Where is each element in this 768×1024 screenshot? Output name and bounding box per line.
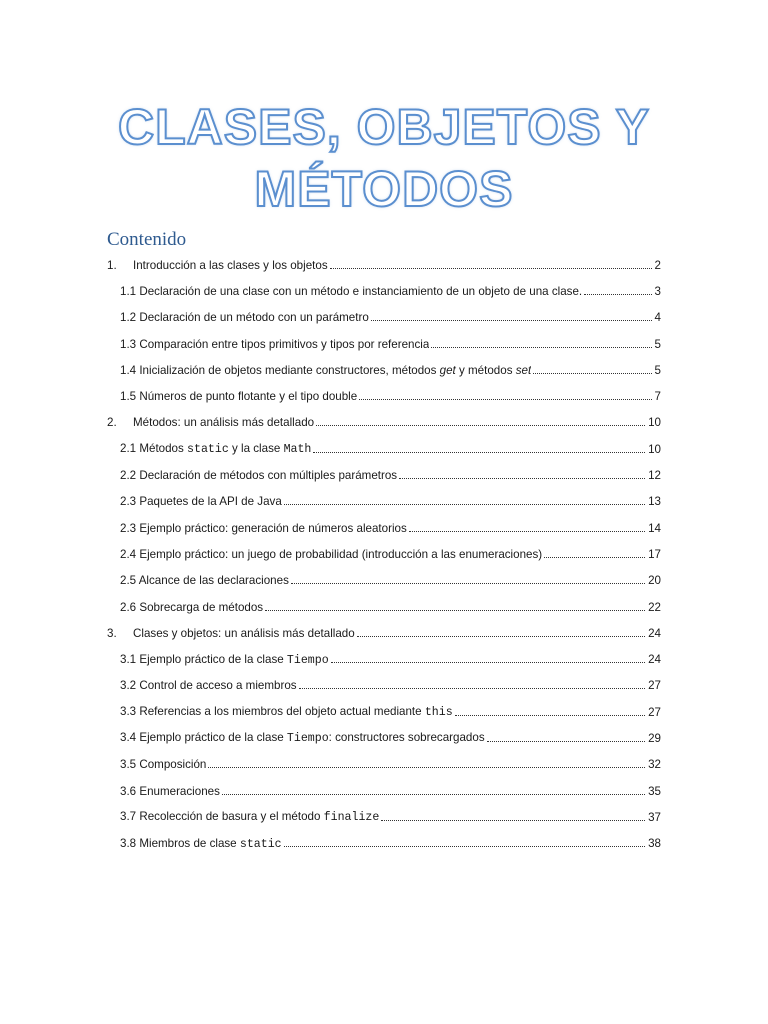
toc-dot-leader	[331, 662, 645, 663]
toc-entry-title-part: 3.7 Recolección de basura y el método	[120, 810, 324, 824]
toc-entry-number: 2.	[107, 416, 117, 430]
toc-entry[interactable]	[107, 568, 661, 594]
toc-entry-page-number: 22	[648, 600, 661, 614]
toc-entry[interactable]	[107, 436, 661, 462]
toc-entry[interactable]	[107, 410, 661, 436]
toc-dot-leader	[284, 504, 645, 505]
toc-dot-leader	[431, 347, 651, 348]
toc-entry-title-part: 2.5 Alcance de las declaraciones	[120, 574, 289, 588]
toc-entry-title	[120, 285, 582, 298]
toc-entry-title	[120, 705, 453, 719]
toc-entry-title	[120, 338, 429, 351]
toc-entry-title-part: 3.3 Referencias a los miembros del objeto actual mediante	[120, 705, 425, 719]
toc-entry[interactable]	[107, 515, 661, 541]
toc-entry[interactable]	[107, 646, 661, 672]
toc-entry-number: 1.	[107, 258, 117, 272]
toc-dot-leader	[265, 610, 645, 611]
toc-dot-leader	[371, 320, 652, 321]
toc-entry-title	[120, 390, 357, 403]
toc-entry-page-number: 27	[648, 705, 661, 719]
toc-entry[interactable]	[107, 357, 661, 383]
toc-entry-title-part: 2.6 Sobrecarga de métodos	[120, 600, 264, 614]
toc-entry[interactable]	[107, 278, 661, 304]
toc-entry-title-part: 1.1 Declaración de una clase con un método e instanciamiento de un objeto de una clase.	[120, 284, 583, 298]
toc-entry[interactable]	[107, 383, 661, 409]
toc-entry-page-number: 5	[654, 337, 661, 351]
toc-entry[interactable]	[107, 725, 661, 751]
toc-entry-title-part: static	[187, 443, 229, 457]
toc-entry-page-number: 13	[648, 495, 661, 509]
toc-entry-title-part: this	[424, 706, 453, 720]
toc-entry-page-number: 17	[648, 547, 661, 561]
toc-entry[interactable]	[107, 489, 661, 515]
toc-dot-leader	[313, 452, 645, 453]
toc-entry-title-part: 1.3 Comparación entre tipos primitivos y tipos por referencia	[120, 337, 430, 351]
toc-entry-page-number: 14	[648, 521, 661, 535]
toc-entry-title-part: 3.6 Enumeraciones	[120, 784, 220, 798]
toc-entry-title-part: : constructores sobrecargados	[328, 731, 485, 745]
toc-dot-leader	[208, 767, 645, 768]
toc-entry-title	[120, 731, 485, 745]
toc-entry-page-number: 10	[648, 442, 661, 456]
toc-entry-title-part: 1.4 Inicialización de objetos mediante constructores, métodos	[120, 363, 440, 377]
toc-entry-page-number: 7	[654, 390, 661, 404]
toc-entry[interactable]	[107, 541, 661, 567]
toc-heading: Contenido	[107, 229, 187, 250]
toc-dot-leader	[487, 741, 645, 742]
toc-entry-title-part: 1.5 Números de punto flotante y el tipo double	[120, 390, 358, 404]
toc-entry-page-number: 12	[648, 469, 661, 483]
toc-entry[interactable]	[107, 594, 661, 620]
toc-entry-title-part: 2.2 Declaración de métodos con múltiples parámetros	[120, 469, 398, 483]
toc-entry[interactable]	[107, 462, 661, 488]
toc-entry[interactable]	[107, 699, 661, 725]
toc-entry[interactable]	[107, 252, 661, 278]
toc-entry-page-number: 4	[654, 311, 661, 325]
toc-entry-title-part: Tiempo	[286, 732, 329, 746]
toc-entry-title	[120, 574, 289, 587]
toc-entry-title	[120, 495, 282, 508]
toc-entry-title-part: 3.1 Ejemplo práctico de la clase	[120, 652, 287, 666]
toc-dot-leader	[291, 583, 645, 584]
toc-entry-title-part: 3.2 Control de acceso a miembros	[120, 679, 297, 693]
toc-entry-page-number: 29	[648, 731, 661, 745]
toc-entry-title-part: 2.3 Ejemplo práctico: generación de números aleatorios	[120, 521, 407, 535]
toc-entry-title	[120, 785, 220, 798]
toc-entry-title-part: 2.3 Paquetes de la API de Java	[120, 495, 282, 509]
toc-dot-leader	[359, 399, 651, 400]
toc-entry-page-number: 10	[648, 416, 661, 430]
toc-entry-title-part: y métodos	[455, 363, 516, 377]
toc-entry-page-number: 38	[648, 837, 661, 851]
toc-entry-page-number: 27	[648, 679, 661, 693]
toc-entry[interactable]	[107, 804, 661, 830]
toc-dot-leader	[330, 268, 652, 269]
document-title-line-2: MÉTODOS	[254, 161, 514, 217]
toc-entry[interactable]	[107, 831, 661, 857]
toc-dot-leader	[299, 688, 646, 689]
toc-entry-number: 3.	[107, 626, 117, 640]
toc-entry-title-part: Math	[283, 443, 312, 457]
toc-dot-leader	[584, 294, 651, 295]
toc-entry-title	[120, 469, 397, 482]
toc-entry-title	[120, 311, 369, 324]
toc-entry-title-part: Introducción a las clases y los objetos	[133, 258, 328, 272]
toc-entry[interactable]	[107, 673, 661, 699]
toc-dot-leader	[544, 557, 645, 558]
toc-entry-title	[120, 810, 379, 824]
toc-entry-title	[120, 653, 329, 667]
toc-entry-title-part: 3.8 Miembros de clase	[120, 836, 240, 850]
toc-entry-title	[133, 259, 328, 272]
toc-dot-leader	[316, 425, 645, 426]
toc-entry-title-part: Clases y objetos: un análisis más detallado	[133, 626, 355, 640]
toc-entry-title-part: 2.1 Métodos	[120, 442, 188, 456]
toc-dot-leader	[381, 820, 645, 821]
toc-entry[interactable]	[107, 752, 661, 778]
toc-entry-page-number: 2	[654, 258, 661, 272]
toc-entry-title	[120, 442, 311, 456]
toc-entry-title-part: Métodos: un análisis más detallado	[133, 416, 315, 430]
toc-entry-title-part: set	[515, 363, 532, 377]
toc-entry-title	[120, 758, 206, 771]
toc-entry-title-part: 2.4 Ejemplo práctico: un juego de probabilidad (introducción a las enumeraciones)	[120, 547, 543, 561]
toc-entry-page-number: 20	[648, 574, 661, 588]
toc-entry-title-part: static	[239, 837, 282, 851]
toc-entry-page-number: 37	[648, 810, 661, 824]
toc-entry-page-number: 3	[654, 284, 661, 298]
document-title	[0, 96, 768, 220]
toc-entry-title	[120, 548, 542, 561]
toc-entry-title-part: 1.2 Declaración de un método con un parámetro	[120, 311, 369, 325]
toc-entry-title	[120, 679, 297, 692]
toc-entry[interactable]	[107, 305, 661, 331]
toc-entry-page-number: 35	[648, 784, 661, 798]
toc-entry-title-part: get	[439, 363, 456, 377]
toc-entry-title-part: Tiempo	[286, 653, 329, 667]
toc-entry-title	[120, 601, 263, 614]
toc-dot-leader	[284, 846, 645, 847]
toc-entry[interactable]	[107, 778, 661, 804]
toc-entry-title	[120, 522, 407, 535]
toc-dot-leader	[357, 636, 645, 637]
toc-dot-leader	[533, 373, 651, 374]
toc-entry-page-number: 32	[648, 758, 661, 772]
toc-entry-title-part: 3.4 Ejemplo práctico de la clase	[120, 731, 287, 745]
toc-entry-page-number: 24	[648, 626, 661, 640]
toc-entry-title	[133, 416, 314, 429]
toc-entry-title	[120, 364, 531, 377]
toc-entry-page-number: 5	[654, 363, 661, 377]
toc-dot-leader	[409, 531, 645, 532]
toc-entry[interactable]	[107, 620, 661, 646]
toc-entry-title-part: 3.5 Composición	[120, 758, 207, 772]
toc-entry-page-number: 24	[648, 653, 661, 667]
toc-dot-leader	[455, 715, 645, 716]
toc-dot-leader	[222, 794, 645, 795]
table-of-contents	[107, 252, 661, 857]
toc-entry-title	[120, 837, 282, 851]
document-title-line-1: CLASES, OBJETOS Y	[118, 99, 650, 155]
toc-entry-title	[133, 627, 355, 640]
toc-entry-title-part: y la clase	[228, 442, 284, 456]
toc-entry[interactable]	[107, 331, 661, 357]
toc-entry-title-part: finalize	[323, 811, 380, 825]
toc-dot-leader	[399, 478, 645, 479]
